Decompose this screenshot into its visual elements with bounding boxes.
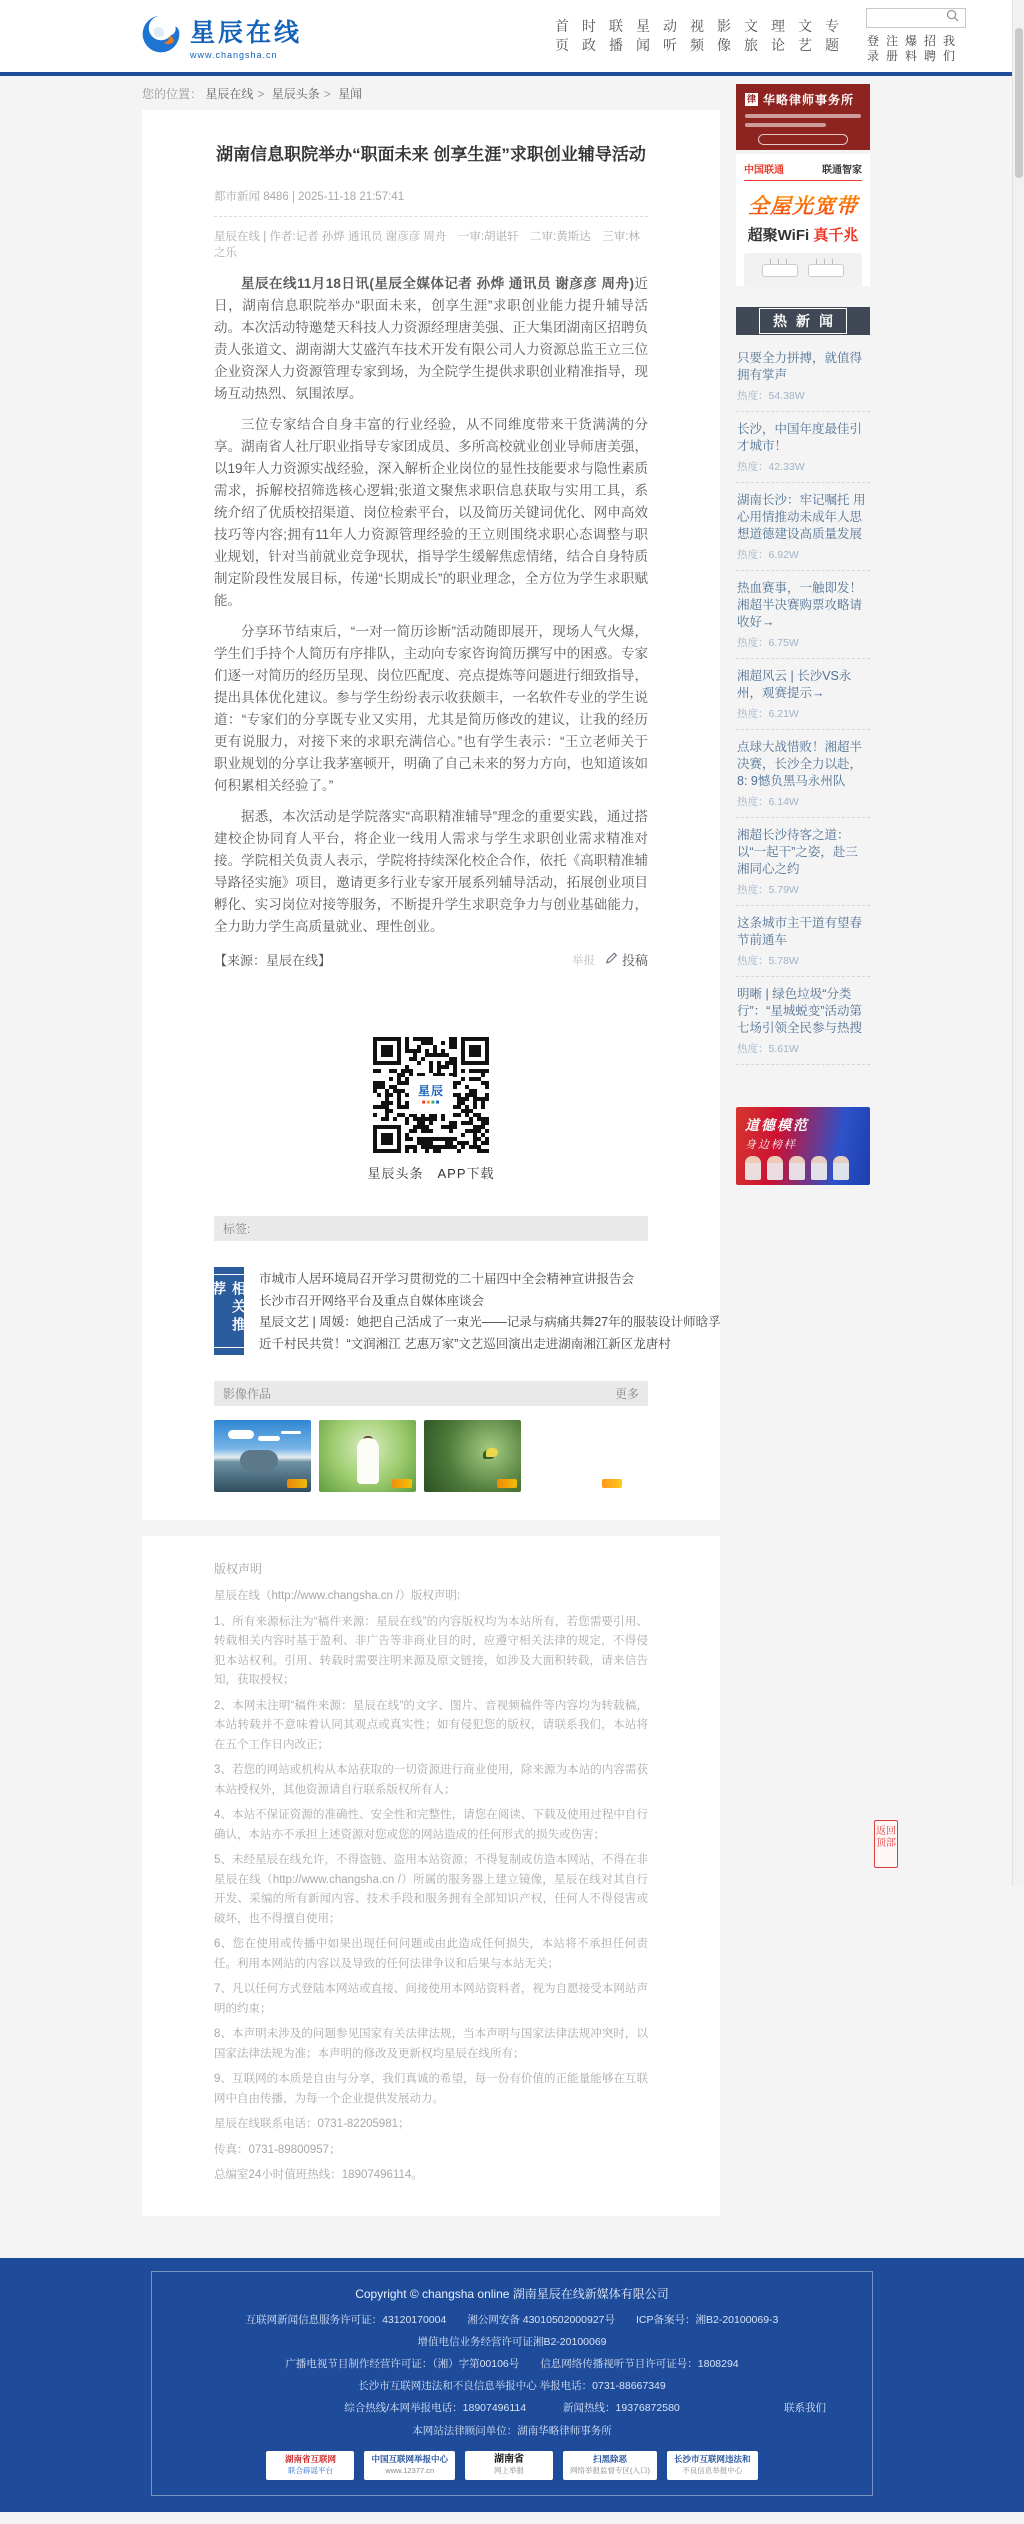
- article-card: [142, 110, 720, 1520]
- hot-news-list: [736, 335, 870, 1065]
- footer-hotline: 综合热线/本网举报电话：18907496114: [344, 2401, 527, 2414]
- media-more-link[interactable]: 更多: [614, 1387, 639, 1401]
- copyright-line: 7、凡以任何方式登陆本网站或直接、间接使用本网站资料者，视为自愿接受本网站声明的约束；: [214, 1983, 648, 2015]
- copyright-line: 总编室24小时值班热线：18907496114。: [214, 2169, 423, 2181]
- media-thumb-photo[interactable]: [319, 1420, 416, 1492]
- footer-inner: [151, 2271, 873, 2496]
- pen-icon: [605, 951, 619, 968]
- heat-count: 热度：5.79W: [737, 884, 799, 896]
- copyright-line: 3、若您的网站或机构从本站获取的一切资源进行商业使用，除来源为本站的内容需获本站授权外，其他资源请自行联系版权所有人；: [214, 1764, 648, 1796]
- footer-legal-counsel: 本网站法律顾问单位：湖南华略律师事务所: [412, 2424, 612, 2437]
- ad-text-placeholder: [745, 123, 826, 127]
- search-icon[interactable]: [946, 9, 959, 27]
- media-bar: [214, 1381, 648, 1406]
- breadcrumb-link-home[interactable]: 星辰在线: [205, 87, 254, 101]
- copyright-line: 6、您在使用或传播中如果出现任何问题或由此造成任何损失，本站将不承担任何责任。利用本网站的内容以及导致的任何法律争议和后果与本站无关；: [214, 1938, 648, 1970]
- hot-news-item[interactable]: 热血赛事，一触即发！湘超半决赛购票攻略请收好→ 热度：6.75W: [736, 571, 870, 659]
- nav-item[interactable]: 动听: [663, 18, 677, 53]
- copyright-line: 星辰在线联系电话：0731-82205981；: [214, 2118, 410, 2130]
- footer-badge[interactable]: 湖南省互联网 联合辟谣平台: [266, 2451, 354, 2480]
- role-model-ad-banner[interactable]: [736, 1107, 870, 1185]
- footer-badges: [164, 2451, 860, 2480]
- article-paragraph: 分享环节结束后，“一对一简历诊断”活动随即展开，现场人气火爆，学生们手持个人简历有序排队，主动向专家咨询简历撰写中的困惑。专家们逐一对简历的经历呈现、岗位匹配度、亮点提炼等问题进行细致指导，提出具体优化建议。参与学生纷纷表示收获颇丰，一名软件专业的学生说道：“专家们的分享既专业又实用，尤其是简历修改的建议，让我的经历更有说服力，对接下来的求职充满信心。”也有学生表示：“王立老师关于职业规划的分享让我茅塞顿开，明确了自己未来的努力方向，也知道该如何积累相关经验了。”: [214, 624, 648, 793]
- footer-copyright: Copyright © changsha online 湖南星辰在线新媒体有限公司: [355, 2286, 669, 2301]
- article-paragraph: 据悉，本次活动是学院落实“高职精准辅导”理念的重要实践，通过搭建校企协同育人平台，将企业一线用人需求与学生求职创业需求精准对接。学院相关负责人表示，学院将持续深化校企合作，依托《高职精准辅导路径实施》项目，邀请更多行业专家开展系列辅导活动，拓展创业项目孵化、实习岗位对接等服务，不断提升学生求职竞争力与创业基础能力，全力助力学生高质量就业、理性创业。: [214, 809, 648, 934]
- heat-count: 热度：6.14W: [737, 796, 799, 808]
- media-thumb-photo[interactable]: [424, 1420, 521, 1492]
- footer-newsline: 新闻热线：19376872580: [563, 2401, 680, 2414]
- footer-license-line: 增值电信业务经营许可证湘B2-20100069: [417, 2335, 607, 2348]
- hot-news-item[interactable]: 湘超风云 | 长沙VS永州，观赛提示→ 热度：6.21W: [736, 659, 870, 730]
- nav-item[interactable]: 星闻: [636, 18, 650, 53]
- account-link[interactable]: 招聘: [923, 34, 936, 63]
- copyright-title: 版权声明: [214, 1562, 263, 1576]
- law-firm-logo-icon: 律: [746, 94, 756, 104]
- hot-news-item[interactable]: 点球大战惜败！湘超半决赛，长沙全力以赴，8: 9憾负黑马永州队 热度：6.14W: [736, 730, 870, 818]
- breadcrumb-link-section[interactable]: 星辰头条: [271, 87, 320, 101]
- copyright-line: 5、未经星辰在线允许，不得盗链、盗用本站资源；不得复制或仿造本网站，不得在非星辰在线（http://www.changsha.cn /）所属的服务器上建立镜像，星辰在线对其自行开发、采编的所有新闻内容、技术手段和服务拥有全部知识产权，任何人不得侵害或破坏，也不得擅自使用；: [214, 1854, 648, 1925]
- contact-us-link[interactable]: 联系我们: [784, 2401, 826, 2414]
- site-footer: [0, 2258, 1024, 2512]
- related-list: [259, 1267, 721, 1355]
- account-link[interactable]: 我们: [942, 34, 955, 63]
- unicom-smart-home-brand: 联通智家: [822, 165, 862, 176]
- footer-contact-row: [164, 2400, 860, 2415]
- copyright-line: 传真：0731-89800957；: [214, 2143, 341, 2156]
- search-input[interactable]: [870, 12, 946, 24]
- hot-news-header: 热新闻: [736, 307, 870, 335]
- footer-badge[interactable]: 扫黑除恶 网络举报监督专区(入口): [563, 2451, 657, 2480]
- related-link[interactable]: 长沙市召开网络平台及重点自媒体座谈会: [259, 1293, 485, 1308]
- account-link[interactable]: 登录: [866, 34, 879, 63]
- footer-badge[interactable]: 湖南省 网上举报: [465, 2451, 553, 2480]
- article-paragraph: 三位专家结合自身丰富的行业经验，从不同维度带来干货满满的分享。湖南省人社厅职业指导专家团成员、多所高校就业创业导师唐美强，以19年人力资源实战经验，深入解析企业岗位的显性技能要求与隐性素质需求，拆解校招筛选核心逻辑;张道文聚焦求职信息获取与实用工具，系统介绍了优质校招渠道、岗位检索平台，以及简历关键词优化、网申高效技巧等内容;拥有11年人力资源管理经验的王立则围绕求职心态调整与职业规划，针对当前就业竞争现状，指导学生缓解焦虑情绪，结合自身特质制定阶段性发展目标，传递“长期成长”的职业理念，全方位为学生求职赋能。: [214, 417, 648, 608]
- copyright-line: 9、互联网的本质是自由与分享，我们真诚的希望，每一份有价值的正能量能够在互联网中自由传播，为每一个企业提供发展动力。: [214, 2073, 648, 2105]
- heat-count: 热度：42.33W: [737, 461, 805, 473]
- heat-count: 热度：6.21W: [737, 708, 799, 720]
- qr-caption: 星辰头条 APP下载: [367, 1166, 495, 1181]
- footer-badge[interactable]: 长沙市互联网违法和 不良信息举报中心: [667, 2451, 758, 2480]
- article-title: 湖南信息职院举办“职面未来 创享生涯”求职创业辅导活动: [216, 145, 646, 164]
- media-label: 影像作品: [223, 1387, 272, 1401]
- footer-badge[interactable]: 中国互联网举报中心 www.12377.cn: [364, 2451, 455, 2480]
- nav-item[interactable]: 专题: [825, 18, 839, 53]
- hot-news-item[interactable]: 只要全力拼搏，就值得拥有掌声 热度：54.38W: [736, 341, 870, 412]
- source-row: [214, 950, 648, 969]
- unicom-broadband-ad-banner[interactable]: [736, 154, 870, 286]
- article-source: 【来源：星辰在线】: [214, 953, 332, 968]
- back-to-top-button[interactable]: 返回顶部: [874, 1820, 898, 1868]
- header-right: [866, 8, 966, 64]
- nav-item[interactable]: 时政: [582, 18, 596, 53]
- heat-count: 热度：5.78W: [737, 955, 799, 967]
- hot-news-item[interactable]: 湘超长沙待客之道：以“一起干”之姿，赴三湘同心之约 热度：5.79W: [736, 818, 870, 906]
- hot-news-item[interactable]: 明晰 | 绿色垃圾“分类行”：“星城蜕变”活动第七场引领全民参与热搜 热度：5.61W: [736, 977, 870, 1065]
- media-thumb-photo[interactable]: [214, 1420, 311, 1492]
- ad-subline: 超聚WiFi 真千兆: [747, 227, 859, 244]
- breadcrumb-prefix: 您的位置：: [142, 87, 203, 101]
- ad-line2: 身边榜样: [745, 1139, 797, 1151]
- tags-label: 标签:: [223, 1222, 251, 1236]
- qr-code-image: [373, 1037, 489, 1153]
- media-thumbs: [214, 1420, 648, 1492]
- article-meta: 都市新闻 8486 | 2025-11-18 21:57:41: [214, 191, 405, 203]
- people-photos: [745, 1156, 849, 1180]
- copyright-line: 1、所有来源标注为“稿件来源：星辰在线”的内容版权均为本站所有，若您需要引用、转载相关内容时基于盈利、非广告等非商业目的时，应遵守相关法律的规定，不得侵犯本站权利。引用、转载时需要注明来源及原文链接，如涉及大面积转载，请来信告知，获取授权；: [214, 1615, 648, 1686]
- account-links: [866, 34, 966, 64]
- ad-headline: 全屋光宽带: [744, 190, 862, 220]
- hot-news-item[interactable]: 长沙，中国年度最佳引才城市！ 热度：42.33W: [736, 412, 870, 483]
- breadcrumb: 您的位置： 星辰在线 > 星辰头条 > 星闻: [142, 87, 363, 101]
- copyright-lines: [214, 1587, 648, 2186]
- report-link[interactable]: 举报: [571, 954, 595, 967]
- copyright-card: [142, 1536, 720, 2216]
- heat-count: 热度：6.92W: [737, 549, 799, 561]
- ad-text-placeholder: [745, 114, 861, 118]
- copyright-line: 4、本站不保证资源的准确性、安全性和完整性，请您在阅读、下载及使用过程中自行确认，本站亦不承担上述资源对您或您的网站造成的任何形式的损失或伤害；: [214, 1809, 648, 1841]
- footer-license-line: 长沙市互联网违法和不良信息举报中心 举报电话：0731-88667349: [358, 2379, 666, 2392]
- article-body: [214, 273, 648, 938]
- site-logo[interactable]: [140, 13, 302, 60]
- footer-license-line: 互联网新闻信息服务许可证：43120170004 湘公网安备 43010502000927号 ICP备案号：湘B2-20100069-3: [245, 2313, 779, 2326]
- account-link[interactable]: 爆料: [904, 34, 917, 63]
- related-section: [211, 1267, 721, 1355]
- logo-icon: [140, 13, 182, 60]
- submit-link[interactable]: 投稿: [605, 950, 648, 969]
- nav-item[interactable]: 联播: [609, 18, 623, 53]
- qr-logo-dots: ■■■■: [421, 1100, 441, 1106]
- nav-item[interactable]: 文艺: [798, 18, 812, 53]
- nav-item[interactable]: 影像: [717, 18, 731, 53]
- logo-url: www.changsha.cn: [190, 49, 278, 60]
- ad-phone-pill: [758, 134, 848, 145]
- copyright-line: 2、本网未注明“稿件来源：星辰在线”的文字、图片、音视频稿件等内容均为转载稿，本站转载并不意味着认同其观点或真实性；如有侵犯您的版权，请联系我们，本站将在五个工作日内改正；: [214, 1699, 648, 1751]
- breadcrumb-link-channel[interactable]: 星闻: [338, 87, 363, 101]
- logo-title: 星辰在线: [190, 18, 303, 47]
- nav-item[interactable]: 视频: [690, 18, 704, 53]
- scrollbar-thumb[interactable]: [1015, 28, 1023, 178]
- page-scrollbar[interactable]: [1012, 0, 1024, 1886]
- hot-news-item[interactable]: 这条城市主干道有望春节前通车 热度：5.78W: [736, 906, 870, 977]
- article-byline: 星辰在线 | 作者:记者 孙烨 通讯员 谢彦彦 周舟 一审:胡谌轩 二审:黄斯达 三审:林之乐: [214, 216, 648, 264]
- search-box: [866, 8, 966, 28]
- hot-news-item[interactable]: 湖南长沙：牢记嘱托 用心用情推动未成年人思想道德建设高质量发展 热度：6.92W: [736, 483, 870, 571]
- router-graphics: [744, 253, 862, 287]
- sidebar: [736, 93, 870, 1185]
- footer-license-line: 广播电视节目制作经营许可证：（湘）字第00106号 信息网络传播视听节目许可证号：1808294: [285, 2357, 739, 2370]
- heat-count: 热度：54.38W: [737, 390, 805, 402]
- heat-count: 热度：5.61W: [737, 1043, 799, 1055]
- heat-count: 热度：6.75W: [737, 637, 799, 649]
- nav-item[interactable]: 首页: [555, 18, 569, 53]
- ad-line1: 道德模范: [745, 1117, 809, 1133]
- related-link[interactable]: 市城市人居环境局召开学习贯彻党的二十届四中全会精神宣讲报告会: [259, 1272, 635, 1286]
- footer-license-lines: [164, 2312, 860, 2393]
- related-link[interactable]: 星辰文艺 | 周媛：她把自己活成了一束光——记录与病痛共舞27年的服装设计师晗孚: [259, 1315, 721, 1329]
- unicom-brand: 中国联通: [744, 165, 784, 176]
- nav-item[interactable]: 理论: [771, 18, 785, 53]
- site-header: [0, 0, 1024, 76]
- media-thumb-photo[interactable]: [529, 1420, 626, 1492]
- law-firm-name: 华略律师事务所: [763, 93, 855, 107]
- article-paragraph: 星辰在线11月18日讯(星辰全媒体记者 孙烨 通讯员 谢彦彦 周舟)近日，湖南信息职院举办“职面未来，创享生涯”求职创业能力提升辅导活动。本次活动特邀楚天科技人力资源经理唐美强、正大集团湖南区招聘负责人张道文、湖南湖大艾盛汽车技术开发有限公司人力资源总监王立三位企业资深人力资源管理专家到场，为全院学生提供求职创业精准指导，现场互动热烈、氛围浓厚。: [214, 276, 649, 401]
- copyright-line: 8、本声明未涉及的问题参见国家有关法律法规，当本声明与国家法律法规冲突时，以国家法律法规为准；本声明的修改及更新权均星辰在线所有；: [214, 2028, 648, 2060]
- law-firm-ad-banner[interactable]: [736, 84, 870, 150]
- main-nav: [554, 17, 840, 55]
- copyright-line: 星辰在线（http://www.changsha.cn /）版权声明:: [214, 1590, 461, 1602]
- related-link[interactable]: 近千村民共赏！“文润湘江 艺惠万家”文艺巡回演出走进湖南湘江新区龙唐村: [259, 1336, 671, 1351]
- nav-item[interactable]: 文旅: [744, 18, 758, 53]
- qr-center-logo: 星辰 ■■■■: [412, 1079, 450, 1111]
- qr-block: [214, 1037, 648, 1182]
- tags-bar: [214, 1216, 648, 1241]
- related-label: 相关推荐: [214, 1267, 244, 1355]
- account-link[interactable]: 注册: [885, 34, 898, 63]
